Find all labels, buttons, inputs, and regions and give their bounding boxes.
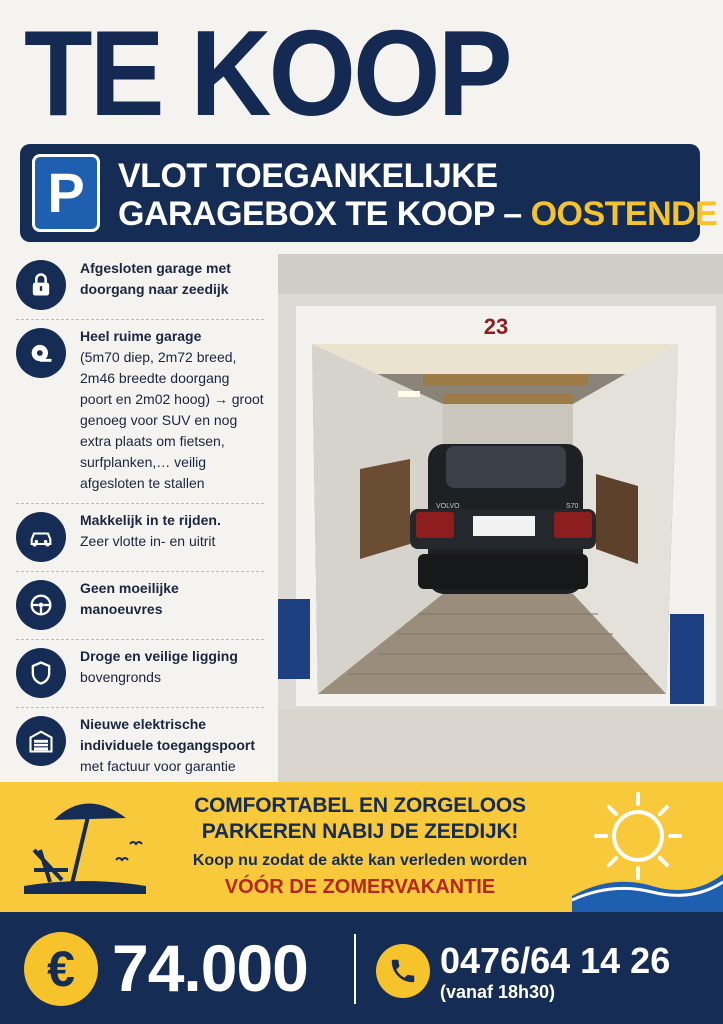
feature-item (16, 504, 264, 572)
footer-bar (0, 912, 723, 1024)
divider (354, 934, 356, 1004)
sun-waves-icon (572, 786, 723, 912)
banner-line2-prefix: GARAGEBOX TE KOOP – (118, 195, 531, 233)
beach-chair-umbrella-icon (14, 790, 154, 902)
phone-number[interactable]: 0476/64 14 26 (440, 940, 671, 981)
feature-item (16, 572, 264, 640)
feature-item (16, 640, 264, 708)
feature-title: Geen moeilijke manoeuvres (80, 580, 179, 617)
feature-title: Droge en veilige ligging (80, 648, 238, 664)
feature-description: Zeer vlotte in- en uitrit (80, 533, 216, 549)
garage-photo (278, 254, 723, 782)
steering-wheel-icon (16, 580, 66, 630)
garage-number: 23 (483, 314, 509, 339)
feature-list (16, 252, 264, 782)
promo-line2: PARKEREN NABIJ DE ZEEDIJK! (201, 820, 519, 843)
feature-description: met factuur voor garantie (80, 758, 236, 774)
banner-location: OOSTENDE (530, 195, 718, 233)
garage-illustration (278, 254, 723, 782)
car-badge: VOLVO (436, 503, 460, 510)
garage-door-icon (16, 716, 66, 766)
feature-item (16, 708, 264, 786)
promo-line4: VÓÓR DE ZOMERVAKANTIE (224, 876, 496, 898)
banner-line1: VLOT TOEGANKELIJKE (118, 157, 498, 195)
parking-icon: P (32, 154, 100, 232)
tape-measure-icon (16, 328, 66, 378)
price: 74.000 (112, 931, 308, 1005)
car-model: S70 (566, 503, 579, 510)
title-banner (20, 144, 718, 242)
feature-description: bovengronds (80, 669, 161, 685)
feature-title: Heel ruime garage (80, 328, 202, 344)
euro-icon: € (24, 932, 98, 1006)
feature-item (16, 252, 264, 320)
feature-item (16, 320, 264, 504)
feature-title: Afgesloten garage met doorgang naar zeedijk (80, 260, 231, 297)
feature-title: Makkelijk in te rijden. (80, 512, 221, 528)
promo-line3: Koop nu zodat de akte kan verleden worden (192, 852, 528, 869)
phone-icon (376, 944, 430, 998)
banner-text (118, 157, 718, 233)
feature-title: Nieuwe elektrische individuele toegangspoort (80, 716, 256, 753)
promo-band (0, 782, 723, 912)
shield-icon (16, 648, 66, 698)
promo-line1: COMFORTABEL EN ZORGELOOS (194, 794, 526, 817)
car-icon (16, 512, 66, 562)
lock-icon (16, 260, 66, 310)
feature-description: (5m70 diep, 2m72 breed, 2m46 breedte doorgang poort en 2m02 hoog) → groot genoeg voor SUV en nog extra plaats om fietsen, surfplanken,… veilig afgesloten te stallen (80, 349, 264, 491)
headline-title: TE KOOP (24, 5, 510, 141)
phone-note: (vanaf 18h30) (440, 982, 556, 1002)
banner-line2 (118, 195, 718, 233)
